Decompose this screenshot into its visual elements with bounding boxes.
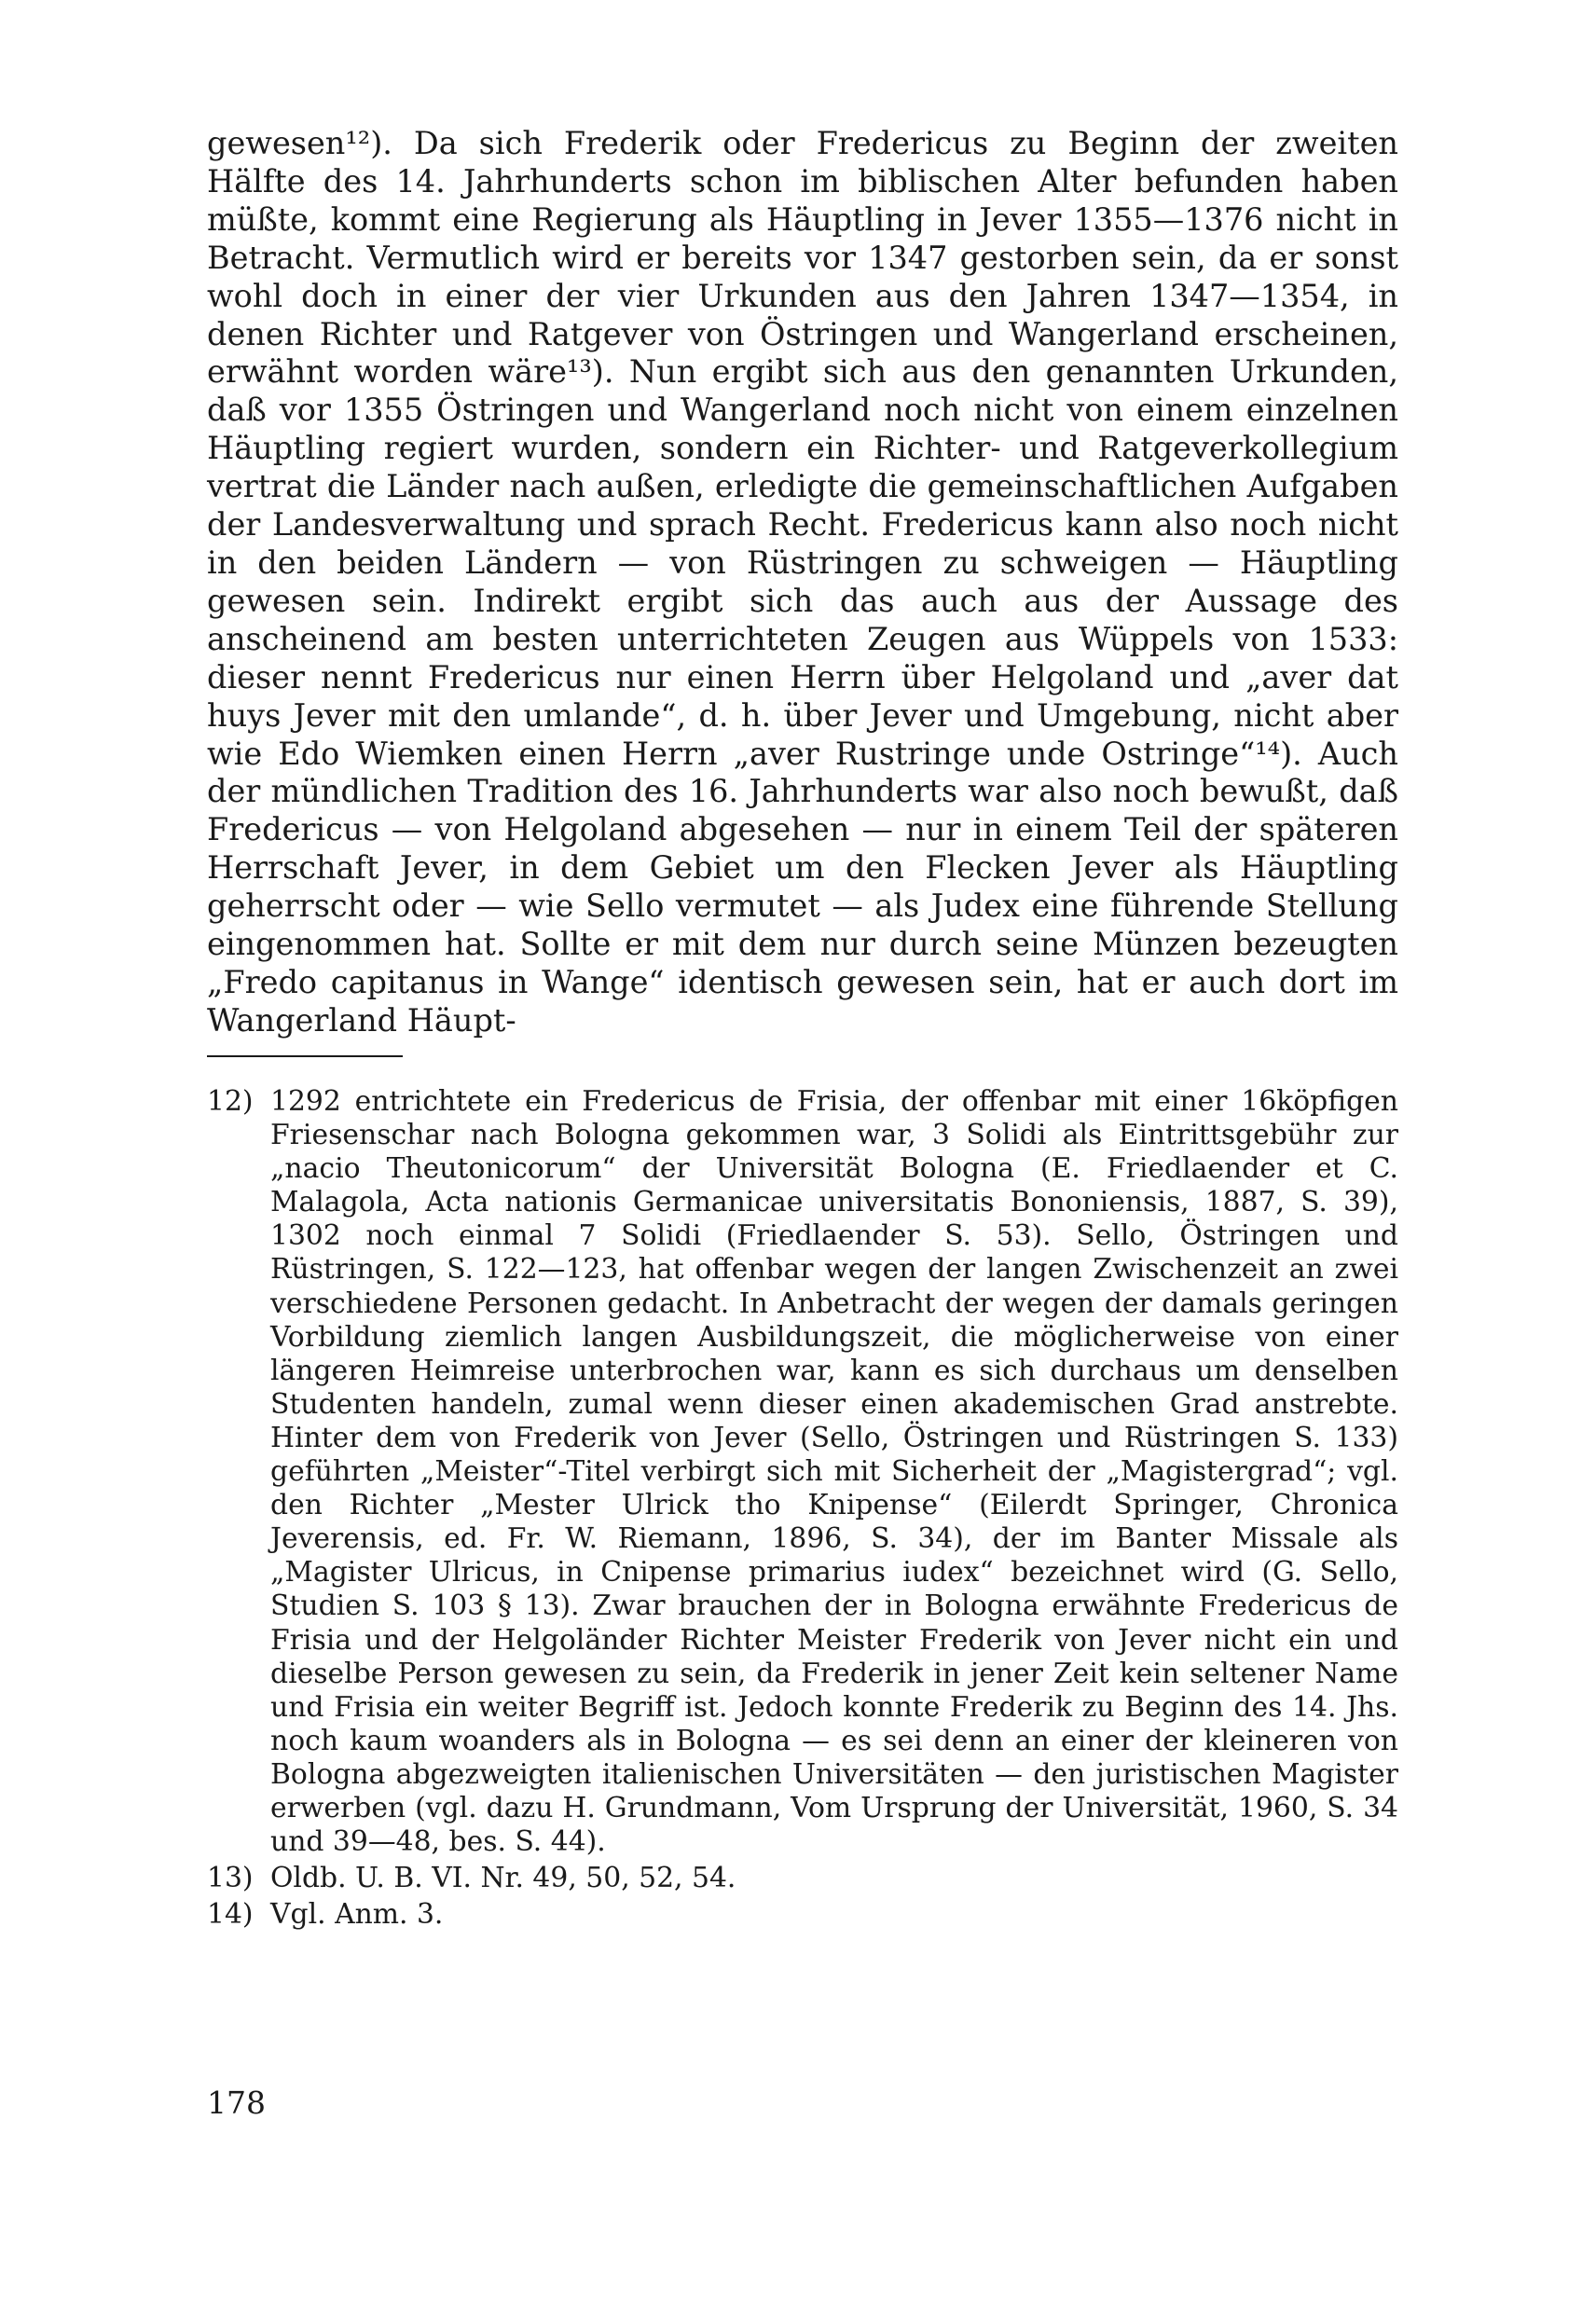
- body-paragraph: gewesen¹²). Da sich Frederik oder Fredericus zu Beginn der zweiten Hälfte des 14. Jahrhunderts schon im biblischen Alter befunden haben müßte, kommt eine Regierung als Häuptling in Jever 1355—1376 nicht in Betracht. Vermutlich wird er bereits vor 1347 gestorben sein, da er sonst wohl doch in einer der vier Urkunden aus den Jahren 1347—1354, in denen Richter und Ratgever von Östringen und Wangerland erscheinen, erwähnt worden wäre¹³). Nun ergibt sich aus den genannten Urkunden, daß vor 1355 Östringen und Wangerland noch nicht von einem einzelnen Häuptling regiert wurden, sondern ein Richter- und Ratgeverkollegium vertrat die Länder nach außen, erledigte die gemeinschaftlichen Aufgaben der Landesverwaltung und sprach Recht. Fredericus kann also noch nicht in den beiden Ländern — von Rüstringen zu schweigen — Häuptling gewesen sein. Indirekt ergibt sich das auch aus der Aussage des anscheinend am besten unterrichteten Zeugen aus Wüppels von 1533: dieser nennt Fredericus nur einen Herrn über Helgoland und „aver dat huys Jever mit den umlande“, d. h. über Jever und Umgebung, nicht aber wie Edo Wiemken einen Herrn „aver Rustringe unde Ostringe“¹⁴). Auch der mündlichen Tradition des 16. Jahrhunderts war also noch bewußt, daß Fredericus — von Helgoland abgesehen — nur in einem Teil der späteren Herrschaft Jever, in dem Gebiet um den Flecken Jever als Häuptling geherrscht oder — wie Sello vermutet — als Judex eine führende Stellung eingenommen hat. Sollte er mit dem nur durch seine Münzen bezeugten „Fredo capitanus in Wange“ identisch gewesen sein, hat er auch dort im Wangerland Häupt-: [207, 125, 1398, 1039]
- footnote-text: Oldb. U. B. VI. Nr. 49, 50, 52, 54.: [270, 1862, 736, 1895]
- page-number: 178: [207, 2085, 266, 2121]
- footnote-13: [207, 1862, 1398, 1895]
- footnote-14: [207, 1898, 1398, 1932]
- footnote-number: 12): [207, 1085, 254, 1118]
- footnote-number: 13): [207, 1862, 254, 1895]
- footnote-text: 1292 entrichtete ein Fredericus de Frisia, der offenbar mit einer 16köpfigen Friesenschar nach Bologna gekommen war, 3 Solidi als Eintrittsgebühr zur „nacio Theutonicorum“ der Universität Bologna (E. Friedlaender et C. Malagola, Acta nationis Germanicae universitatis Bononiensis, 1887, S. 39), 1302 noch einmal 7 Solidi (Friedlaender S. 53). Sello, Östringen und Rüstringen, S. 122—123, hat offenbar wegen der langen Zwischenzeit an zwei verschiedene Personen gedacht. In Anbetracht der wegen der damals geringen Vorbildung ziemlich langen Ausbildungszeit, die möglicherweise von einer längeren Heimreise unterbrochen war, kann es sich durchaus um denselben Studenten handeln, zumal wenn dieser einen akademischen Grad anstrebte. Hinter dem von Frederik von Jever (Sello, Östringen und Rüstringen S. 133) geführten „Meister“-Titel verbirgt sich mit Sicherheit der „Magistergrad“; vgl. den Richter „Mester Ulrick tho Knipense“ (Eilerdt Springer, Chronica Jeverensis, ed. Fr. W. Riemann, 1896, S. 34), der im Banter Missale als „Magister Ulricus, in Cnipense primarius iudex“ bezeichnet wird (G. Sello, Studien S. 103 § 13). Zwar brauchen der in Bologna erwähnte Fredericus de Frisia und der Helgoländer Richter Meister Frederik von Jever nicht ein und dieselbe Person gewesen zu sein, da Frederik in jener Zeit kein seltener Name und Frisia ein weiter Begriff ist. Jedoch konnte Frederik zu Beginn des 14. Jhs. noch kaum woanders als in Bologna — es sei denn an einer der kleineren von Bologna abgezweigten italienischen Universitäten — den juristischen Magister erwerben (vgl. dazu H. Grundmann, Vom Ursprung der Universität, 1960, S. 34 und 39—48, bes. S. 44).: [270, 1085, 1398, 1859]
- footnote-text: Vgl. Anm. 3.: [270, 1898, 444, 1932]
- footnotes: [207, 1085, 1398, 1934]
- footnote-number: 14): [207, 1898, 254, 1932]
- footnote-separator: [207, 1055, 403, 1057]
- main-text: [207, 125, 1398, 1040]
- footnote-12: [207, 1085, 1398, 1859]
